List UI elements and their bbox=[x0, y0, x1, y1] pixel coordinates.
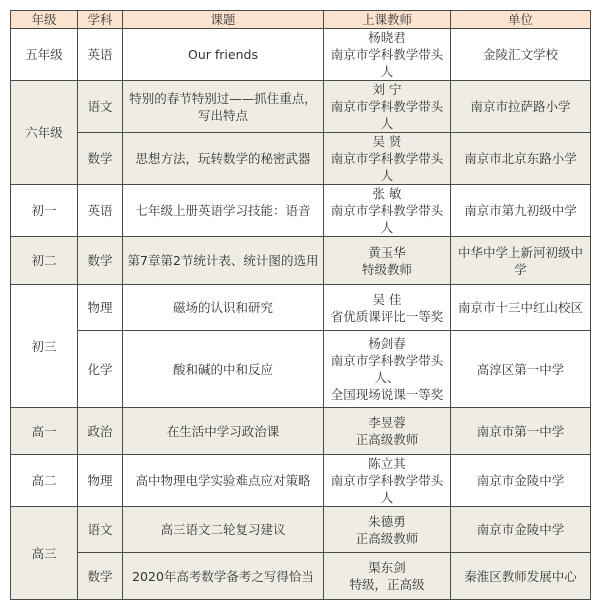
table-header-row bbox=[11, 11, 591, 29]
topic-cell: 特别的春节特别过——抓住重点，写出特点 bbox=[123, 81, 324, 133]
grade-cell: 初三 bbox=[11, 285, 78, 408]
table-row bbox=[11, 29, 591, 81]
teacher-teacher: 黄玉华 bbox=[368, 244, 406, 260]
topic-cell: 高中物理电学实验难点应对策略 bbox=[123, 455, 324, 507]
school-cell: 南京市第一中学 bbox=[451, 408, 591, 455]
topic-cell: 在生活中学习政治课 bbox=[123, 408, 324, 455]
subject-cell: 化学 bbox=[78, 331, 123, 408]
table-row bbox=[11, 553, 591, 600]
grade-cell: 初一 bbox=[11, 185, 78, 237]
subject-cell: 数学 bbox=[78, 133, 123, 185]
teacher-teacher: 杨剑春 bbox=[368, 336, 406, 351]
header-grade: 年级 bbox=[11, 11, 78, 29]
grade-cell: 高三 bbox=[11, 507, 78, 600]
subject-cell: 英语 bbox=[78, 29, 123, 81]
subject-cell: 物理 bbox=[78, 285, 123, 331]
table-row bbox=[11, 81, 591, 133]
teacher-title: 南京市学科教学带头人 bbox=[330, 203, 444, 235]
grade-cell: 高一 bbox=[11, 408, 78, 455]
topic-cell: 第7章第2节统计表、统计图的选用 bbox=[123, 237, 324, 285]
header-topic: 课题 bbox=[123, 11, 324, 29]
teacher-cell bbox=[324, 408, 451, 455]
topic-cell: 2020年高考数学备考之写得恰当 bbox=[123, 553, 324, 600]
teacher-cell bbox=[324, 331, 451, 408]
table-row bbox=[11, 237, 591, 285]
table-row bbox=[11, 408, 591, 455]
teacher-cell bbox=[324, 81, 451, 133]
subject-cell: 数学 bbox=[78, 237, 123, 285]
teacher-title: 南京市学科教学带头人 bbox=[330, 47, 444, 79]
teacher-teacher: 李昱蓉 bbox=[368, 415, 406, 430]
teacher-teacher: 吴 佳 bbox=[372, 291, 402, 307]
school-cell: 南京市北京东路小学 bbox=[451, 133, 591, 185]
teacher-title: 南京市学科教学带头人 bbox=[330, 473, 444, 505]
school-cell: 高淳区第一中学 bbox=[451, 331, 591, 408]
table-row bbox=[11, 285, 591, 331]
table-row bbox=[11, 133, 591, 185]
grade-cell: 五年级 bbox=[11, 29, 78, 81]
teacher-teacher: 朱德勇 bbox=[368, 513, 406, 529]
teacher-teacher: 吴 贤 bbox=[372, 134, 402, 149]
school-cell: 南京市第九初级中学 bbox=[451, 185, 591, 237]
teacher-teacher: 杨晓君 bbox=[368, 30, 406, 45]
grade-cell: 初二 bbox=[11, 237, 78, 285]
teacher-cell bbox=[324, 455, 451, 507]
subject-cell: 英语 bbox=[78, 185, 123, 237]
subject-cell: 政治 bbox=[78, 408, 123, 455]
teacher-cell bbox=[324, 507, 451, 553]
teacher-title: 南京市学科教学带头人 bbox=[330, 151, 444, 183]
grade-cell: 六年级 bbox=[11, 81, 78, 185]
subject-cell: 语文 bbox=[78, 81, 123, 133]
school-cell: 金陵汇文学校 bbox=[451, 29, 591, 81]
school-cell: 南京市金陵中学 bbox=[451, 507, 591, 553]
teacher-title: 正高级教师 bbox=[355, 530, 419, 546]
header-school: 单位 bbox=[451, 11, 591, 29]
school-cell: 南京市十三中红山校区 bbox=[451, 285, 591, 331]
teacher-cell bbox=[324, 133, 451, 185]
subject-cell: 语文 bbox=[78, 507, 123, 553]
teacher-cell bbox=[324, 285, 451, 331]
header-subject: 学科 bbox=[78, 11, 123, 29]
teacher-title: 南京市学科教学带头人、 bbox=[330, 353, 444, 385]
teacher-title: 特级，正高级 bbox=[349, 577, 425, 592]
table-row bbox=[11, 331, 591, 408]
header-teacher: 上课教师 bbox=[324, 11, 451, 29]
table-row bbox=[11, 455, 591, 507]
topic-cell: 思想方法，玩转数学的秘密武器 bbox=[123, 133, 324, 185]
teacher-title: 特级教师 bbox=[361, 261, 412, 277]
subject-cell: 数学 bbox=[78, 553, 123, 600]
teacher-title: 南京市学科教学带头人 bbox=[330, 99, 444, 131]
teacher-cell bbox=[324, 553, 451, 600]
table-row bbox=[11, 185, 591, 237]
topic-cell: 磁场的认识和研究 bbox=[123, 285, 324, 331]
schedule-table bbox=[10, 10, 591, 600]
teacher-title: 省优质课评比一等奖 bbox=[330, 308, 444, 324]
school-cell: 中华中学上新河初级中学 bbox=[451, 237, 591, 285]
topic-cell: 七年级上册英语学习技能：语音 bbox=[123, 185, 324, 237]
grade-cell: 高二 bbox=[11, 455, 78, 507]
teacher-title: 正高级教师 bbox=[355, 432, 419, 447]
teacher-cell bbox=[324, 185, 451, 237]
teacher-teacher: 张 敏 bbox=[372, 186, 402, 201]
teacher-teacher: 刘 宁 bbox=[372, 82, 402, 97]
teacher-teacher: 渠东剑 bbox=[368, 560, 406, 575]
topic-cell: 高三语文二轮复习建议 bbox=[123, 507, 324, 553]
teacher-teacher: 陈立其 bbox=[368, 456, 406, 471]
table-row bbox=[11, 507, 591, 553]
school-cell: 南京市拉萨路小学 bbox=[451, 81, 591, 133]
teacher-cell bbox=[324, 29, 451, 81]
teacher-cell bbox=[324, 237, 451, 285]
topic-cell: Our friends bbox=[123, 29, 324, 81]
teacher-title2: 全国现场说课一等奖 bbox=[330, 387, 444, 402]
subject-cell: 物理 bbox=[78, 455, 123, 507]
school-cell: 秦淮区教师发展中心 bbox=[451, 553, 591, 600]
school-cell: 南京市金陵中学 bbox=[451, 455, 591, 507]
topic-cell: 酸和碱的中和反应 bbox=[123, 331, 324, 408]
